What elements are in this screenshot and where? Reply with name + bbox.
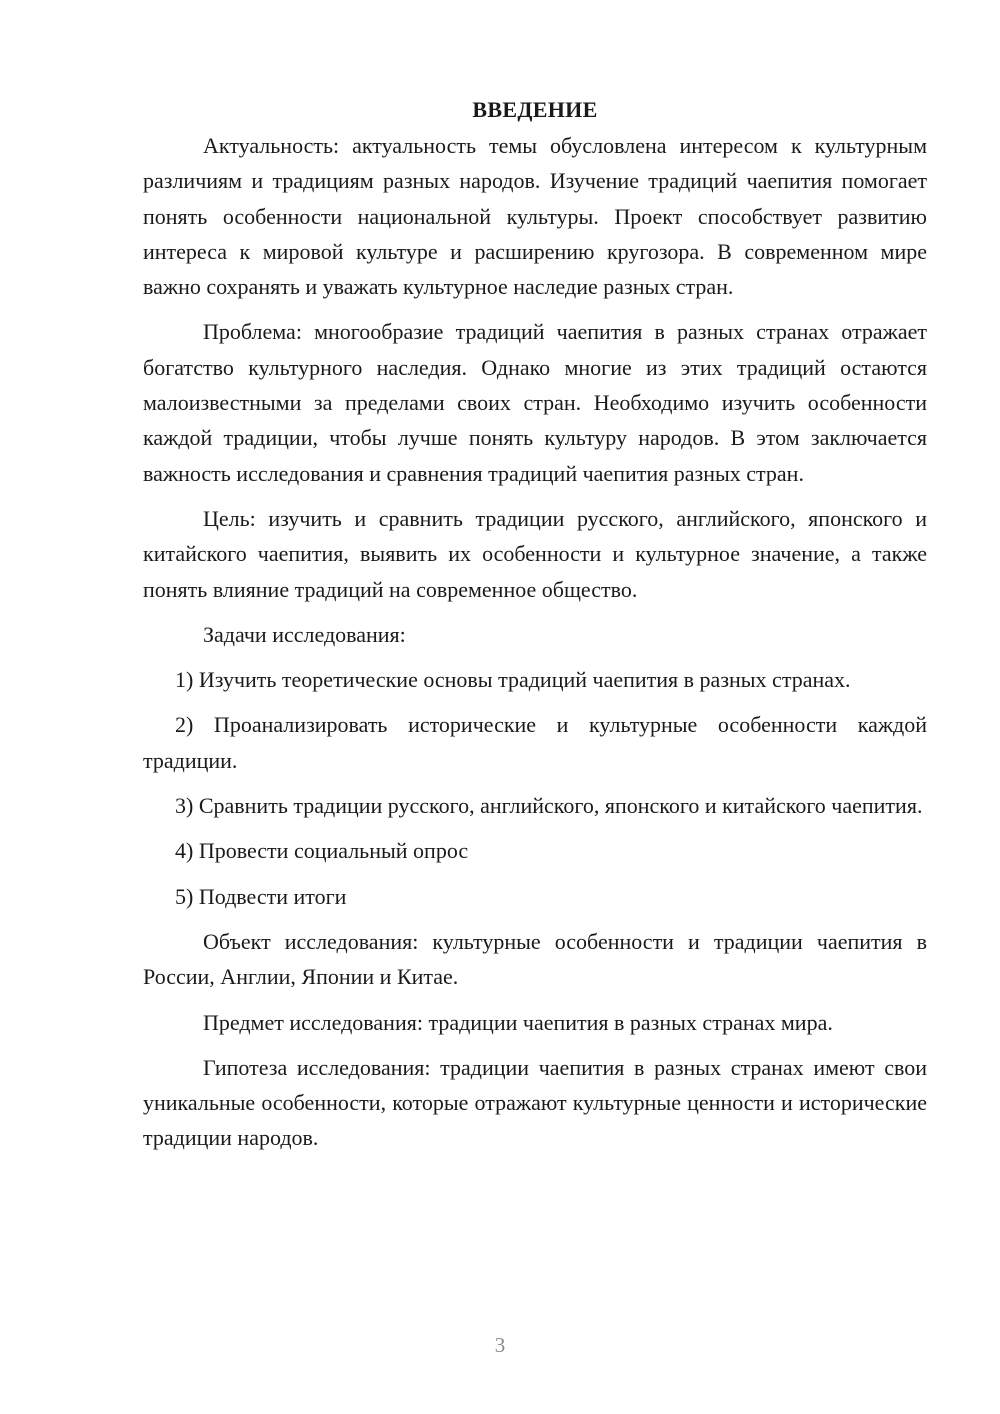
document-title: ВВЕДЕНИЕ xyxy=(472,97,598,122)
object-paragraph: Объект исследования: культурные особенности и традиции чаепития в России, Англии, Японии и Китае. xyxy=(143,928,927,990)
task-item-5: 5) Подвести итоги xyxy=(175,883,347,909)
hypothesis-paragraph: Гипотеза исследования: традиции чаепития в разных странах имеют свои уникальные особенности, которые отражают культурные ценности и исторические традиции народов. xyxy=(143,1054,927,1151)
task-item-3: 3) Сравнить традиции русского, английского, японского и китайского чаепития. xyxy=(175,793,923,819)
subject-paragraph: Предмет исследования: традиции чаепития в разных странах мира. xyxy=(203,1009,833,1035)
task-item-2: 2) Проанализировать исторические и культурные особенности каждой традиции. xyxy=(143,712,927,773)
goal-paragraph: Цель: изучить и сравнить традиции русского, английского, японского и китайского чаепития, выявить их особенности и культурное значение, а также понять влияние традиций на современное общество. xyxy=(143,505,927,602)
document-page xyxy=(143,92,927,1156)
task-item-1: 1) Изучить теоретические основы традиций чаепития в разных странах. xyxy=(175,667,851,693)
task-item-4: 4) Провести социальный опрос xyxy=(175,838,469,864)
page-number: 3 xyxy=(494,1333,506,1357)
relevance-paragraph: Актуальность: актуальность темы обусловлена интересом к культурным различиям и традициям разных народов. Изучение традиций чаепития помогает понять особенности национальной культуры. Проект способствует развитию интереса к мировой культуре и расширению кругозора. В современном мире важно сохранять и уважать культурное наследие разных стран. xyxy=(143,133,927,300)
problem-paragraph: Проблема: многообразие традиций чаепития в разных странах отражает богатство культурного наследия. Однако многие из этих традиций остаются малоизвестными за пределами своих стран. Необходимо изучить особенности каждой традиции, чтобы лучше понять культуру народов. В этом заключается важность исследования и сравнения традиций чаепития разных стран. xyxy=(143,319,927,486)
tasks-heading: Задачи исследования: xyxy=(203,621,406,647)
